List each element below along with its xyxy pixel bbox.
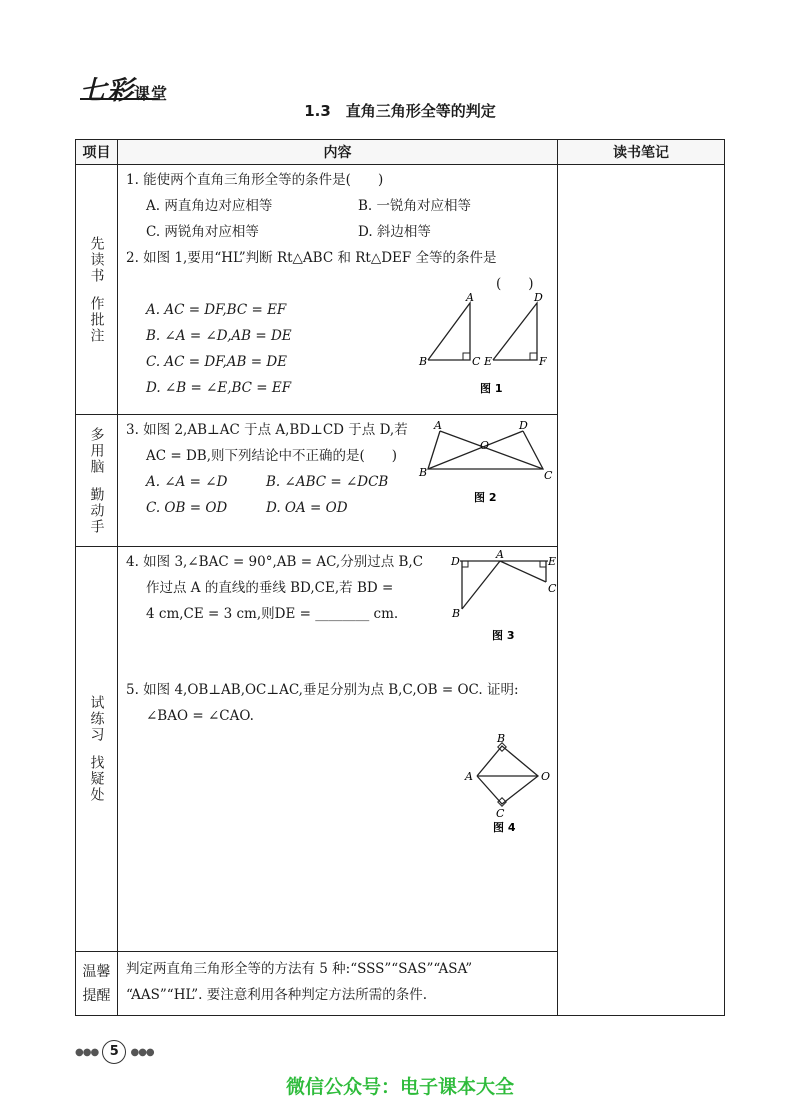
- fig2-label-a: A: [434, 419, 442, 432]
- notes-area[interactable]: [558, 165, 725, 1016]
- label-practice-b: 找疑处: [88, 755, 105, 803]
- section-practice-content: [118, 547, 558, 952]
- section-label-practice: [76, 547, 118, 952]
- label-read-a: 先读书: [88, 235, 105, 284]
- fig4-label-a: A: [465, 770, 473, 783]
- q4-line3: 4 cm,CE = 3 cm,则DE = ________ cm.: [146, 606, 399, 622]
- fig4-label-o: O: [541, 770, 551, 783]
- col-notes-header: 读书笔记: [558, 140, 725, 165]
- page-dots-left: ●●●: [75, 1047, 99, 1058]
- q4-line1: 4. 如图 3,∠BAC = 90°,AB = AC,分别过点 B,C: [126, 554, 424, 570]
- page-dots-right: ●●●: [130, 1047, 154, 1058]
- fig2-label-o: O: [480, 439, 490, 452]
- fig1-label-d: D: [534, 291, 543, 304]
- page-number: [75, 1040, 154, 1064]
- fig1-label-c: C: [472, 355, 481, 368]
- section-read-content: [118, 165, 558, 415]
- q3-option-a: A. ∠A = ∠D: [146, 474, 228, 490]
- page-number-badge: 5: [102, 1040, 126, 1064]
- logo-main: 七彩: [80, 76, 135, 106]
- label-read-b: 作批注: [88, 295, 105, 344]
- fig4-label-b: B: [497, 732, 506, 745]
- section-think-content: [118, 415, 558, 547]
- q1-option-a: A. 两直角边对应相等: [146, 198, 273, 214]
- study-table: [75, 139, 725, 1016]
- q1-option-c: C. 两锐角对应相等: [146, 224, 259, 240]
- q3-option-c: C. OB = OD: [146, 500, 228, 516]
- q3-option-d: D. OA = OD: [266, 500, 348, 516]
- tip-line2: “AAS”“HL”. 要注意利用各种判定方法所需的条件.: [126, 987, 427, 1003]
- figure-1: [418, 291, 558, 405]
- figure-2: [418, 419, 558, 509]
- fig4-caption: 图 4: [493, 821, 516, 834]
- fig3-caption: 图 3: [492, 629, 515, 642]
- fig3-label-e: E: [548, 555, 557, 568]
- fig2-label-b: B: [419, 466, 428, 479]
- section-label-tip: [76, 952, 118, 1016]
- q3-line1: 3. 如图 2,AB⊥AC 于点 A,BD⊥CD 于点 D,若: [126, 422, 408, 438]
- label-tip-a: 温馨: [82, 963, 111, 980]
- tip-line1: 判定两直角三角形全等的方法有 5 种:“SSS”“SAS”“ASA”: [126, 961, 473, 977]
- q2-stem: 2. 如图 1,要用“HL”判断 Rt△ABC 和 Rt△DEF 全等的条件是: [126, 250, 497, 266]
- figure-4: [463, 725, 553, 835]
- fig1-label-f: F: [539, 355, 547, 368]
- fig1-caption: 图 1: [480, 382, 503, 395]
- q2-option-b: B. ∠A = ∠D,AB = DE: [146, 328, 292, 344]
- section-tip-content: [118, 952, 558, 1016]
- q1-stem: 1. 能使两个直角三角形全等的条件是( ): [126, 172, 384, 188]
- fig1-label-e: E: [484, 355, 493, 368]
- col-content-header: 内容: [118, 140, 558, 165]
- fig3-label-b: B: [452, 607, 461, 620]
- fig1-label-a: A: [466, 291, 474, 304]
- fig3-label-c: C: [548, 582, 557, 595]
- label-think-a: 多用脑: [88, 426, 105, 475]
- q3-line2: AC = DB,则下列结论中不正确的是( ): [146, 448, 398, 464]
- section-label-read: [76, 165, 118, 415]
- fig2-label-d: D: [519, 419, 528, 432]
- label-tip-b: 提醒: [82, 987, 111, 1004]
- section-title: 1.3 直角三角形全等的判定: [304, 102, 496, 120]
- col-item-header: 项目: [76, 140, 118, 165]
- label-think-b: 勤动手: [88, 486, 105, 535]
- logo-sub: 课堂: [134, 84, 169, 103]
- fig2-caption: 图 2: [474, 491, 497, 504]
- q2-option-d: D. ∠B = ∠E,BC = EF: [146, 380, 292, 396]
- fig3-label-d: D: [451, 555, 460, 568]
- label-practice-a: 试练习: [88, 695, 105, 743]
- fig1-label-b: B: [419, 355, 428, 368]
- figure-3: [450, 547, 555, 647]
- q2-option-a: A. AC = DF,BC = EF: [146, 302, 287, 318]
- q4-line2: 作过点 A 的直线的垂线 BD,CE,若 BD =: [146, 580, 394, 596]
- q5-line2: ∠BAO = ∠CAO.: [146, 708, 254, 724]
- section-label-think: [76, 415, 118, 547]
- footer-watermark: 微信公众号：电子课本大全: [285, 1076, 514, 1098]
- q1-option-d: D. 斜边相等: [358, 224, 431, 240]
- fig3-label-a: A: [496, 548, 504, 561]
- fig2-label-c: C: [544, 469, 553, 482]
- q3-option-b: B. ∠ABC = ∠DCB: [266, 474, 389, 490]
- q2-option-c: C. AC = DF,AB = DE: [146, 354, 288, 370]
- fig4-label-c: C: [496, 807, 505, 820]
- q5-line1: 5. 如图 4,OB⊥AB,OC⊥AC,垂足分别为点 B,C,OB = OC. 证明:: [126, 682, 519, 698]
- q1-option-b: B. 一锐角对应相等: [358, 198, 472, 214]
- q2-paren: ( ): [496, 276, 534, 292]
